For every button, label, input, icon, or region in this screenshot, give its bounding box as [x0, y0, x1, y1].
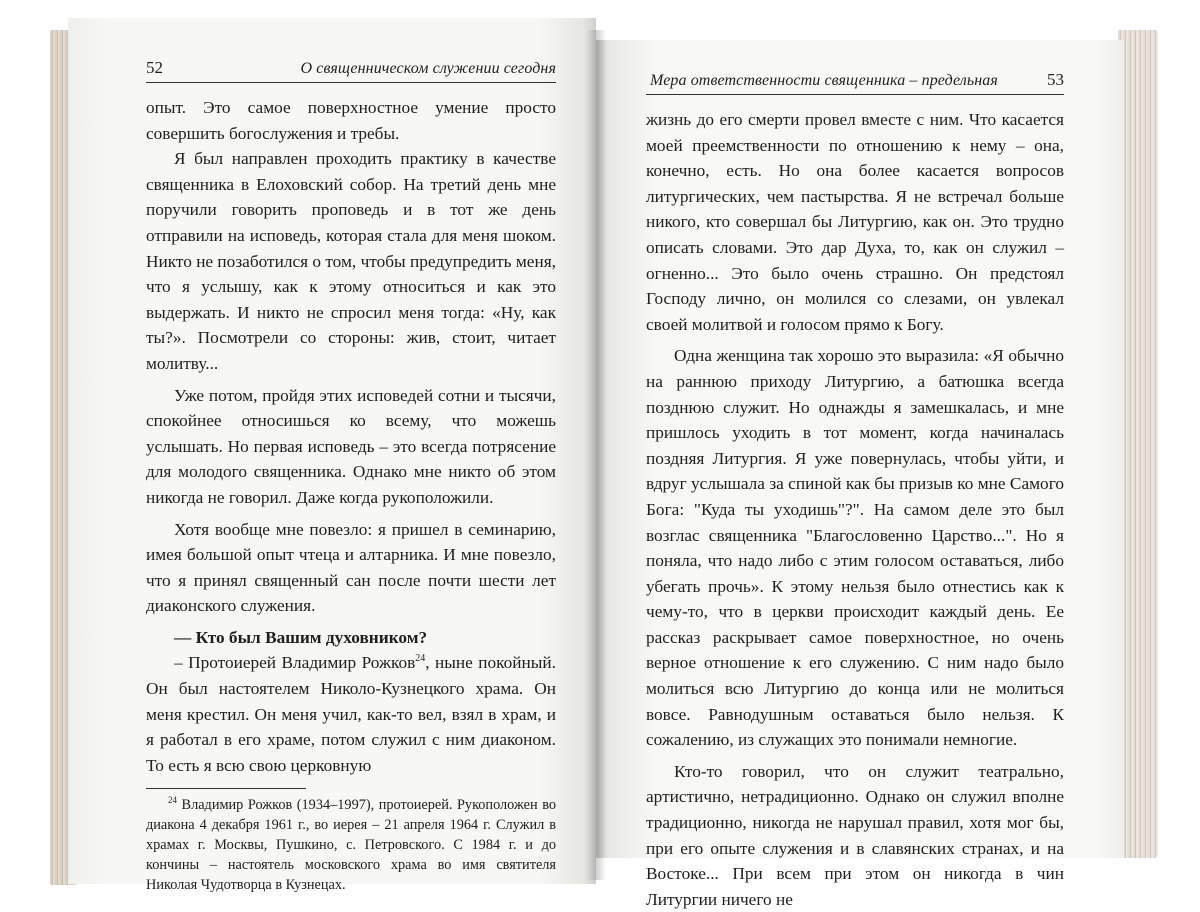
right-body-text: [646, 107, 1064, 912]
right-paragraph: Кто-то говорил, что он служит театрально, артистично, нетрадиционно. Однако он служил вполне традиционно, никогда не нарушал правил, хотя мог бы, при его опыте служения и в славянских странах, и на Востоке... При всем при этом он никогда в чин Литургии ничего не: [646, 761, 1064, 909]
right-paragraph: жизнь до его смерти провел вместе с ним. Что касается моей преемственности по отношению к нему – она, конечно, есть. Но она более касается вопросов литургических, чем пастырства. Я не встречал больше никого, кто совершал бы Литургию, как он. Это трудно описать словами. Это дар Духа, то, как он служил – огненно... Это было очень страшно. Он предстоял Господу лично, он молился со слезами, он увлекал своей молитвой и голосом прямо к Богу.: [646, 110, 1064, 334]
interview-question: — Кто был Вашим духовником?: [174, 627, 428, 647]
right-page: [596, 40, 1124, 909]
right-running-head: [646, 70, 1064, 95]
footnote-reference: 24: [415, 653, 426, 665]
right-page-number: 53: [1047, 70, 1064, 89]
footnote-body: Владимир Рожков (1934–1997), протоиерей. Рукоположен во диакона 4 декабря 1961 г., во иерея – 21 апреля 1964 г. Служил в храмах г. Москвы, Пушкино, с. Петровского. С 1984 г. и до кончины – настоятель московского храма во имя святителя Николая Чудотворца в Кузнецах.: [146, 797, 556, 894]
left-page: [68, 18, 596, 894]
right-page-edges: [1118, 30, 1158, 858]
left-paragraph: Уже потом, пройдя этих исповедей сотни и тысячи, спокойнее относишься ко всему, что можешь услышать. Но первая исповедь – это всегда потрясение для молодого священника. Однако мне никто об этом никогда не говорил. Даже когда рукоположили.: [146, 385, 556, 507]
left-paragraph: Я был направлен проходить практику в качестве священника в Елоховский собор. На третий день мне поручили говорить проповедь и в тот же день отправили на исповедь, которая стала для меня шоком. Никто не позаботился о том, чтобы предупредить меня, что я услышу, как к этому относиться и как это выдержать. И никто не спросил меня тогда: «Ну, как ты?». Посмотрели со стороны: жив, стоит, читает молитву...: [146, 149, 556, 373]
footnote-number: 24: [168, 795, 177, 806]
book-spine-shadow: [586, 30, 606, 880]
left-page-number: 52: [146, 58, 163, 77]
footnote-text: [146, 795, 556, 895]
left-running-title: О священническом служении сегодня: [300, 60, 556, 77]
right-running-title: Мера ответственности священника – предельная: [650, 72, 998, 89]
interview-answer: [146, 650, 556, 778]
right-paragraph: Одна женщина так хорошо это выразила: «Я обычно на раннюю приходу Литургию, а батюшка всегда позднюю служит. Но однажды я замешкалась, и мне пришлось уходить в тот момент, когда начиналась поздняя Литургия. Я уже повернулась, чтобы уйти, и вдруг услышала за спиной как бы призыв ко мне Самого Бога: "Куда ты уходишь"?". На самом деле это был возглас священника "Благословенно Царство...". Но я поняла, что надо либо с этим голосом оставаться, либо убегать прочь». К этому нельзя было отнестись как к чему-то, что в церкви происходит каждый день. Ее рассказ раскрывает самое поверхностное, но очень верное отношение к его служению. С ним надо было молиться всю Литургию до конца или не молиться вовсе. Равнодушным оставаться было нельзя. К сожалению, из служащих это понимали немногие.: [646, 346, 1064, 750]
left-paragraph: Хотя вообще мне повезло: я пришел в семинарию, имея большой опыт чтеца и алтарника. И мне повезло, что я принял священный сан после почти шести лет диаконского служения.: [146, 519, 556, 616]
footnote: [146, 795, 556, 895]
answer-text-start: – Протоиерей Владимир Рожков: [174, 653, 416, 673]
left-body-text: [146, 95, 556, 778]
footnote-divider: [146, 788, 306, 789]
left-running-head: [146, 58, 556, 83]
answer-text-end: , ныне покойный. Он был настоятелем Николо-Кузнецкого храма. Он меня крестил. Он меня учил, как-то вел, взял в храм, и я работал в его храме, потом служил с ним диаконом. То есть я всю свою церковную: [146, 653, 556, 775]
left-paragraph: опыт. Это самое поверхностное умение просто совершить богослужения и требы.: [146, 98, 556, 143]
